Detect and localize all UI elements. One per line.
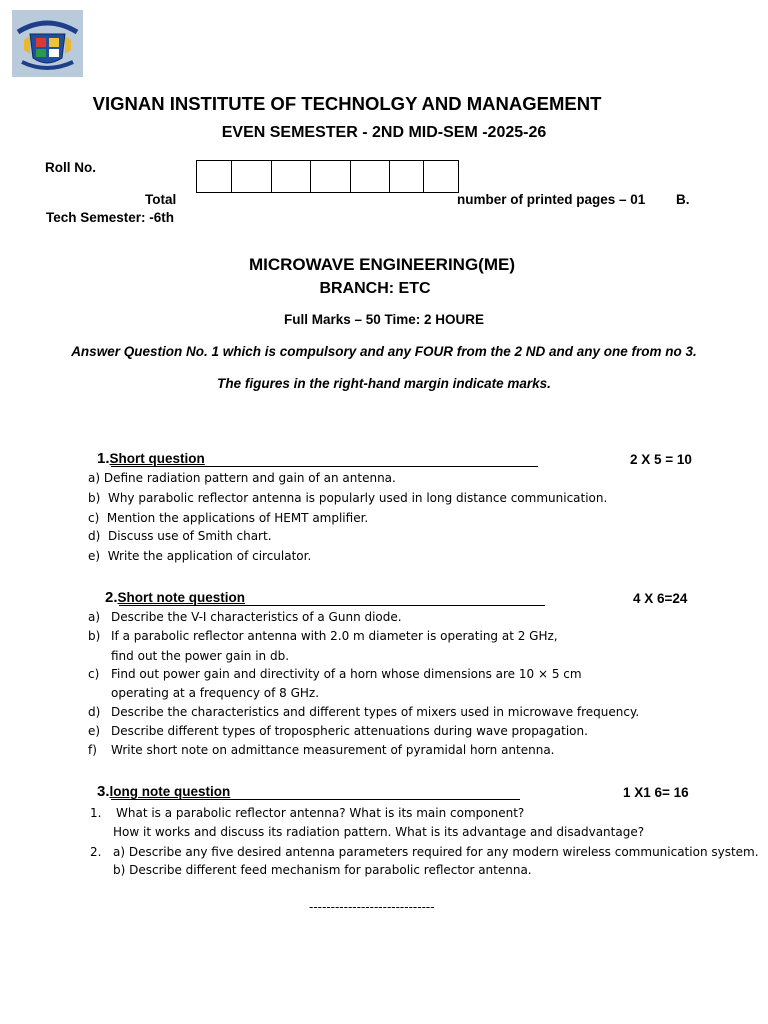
list-item: b) Describe different feed mechanism for parabolic reflector antenna. <box>113 863 532 877</box>
list-item: find out the power gain in db. <box>111 649 290 663</box>
list-item: b) If a parabolic reflector antenna with 2.0 m diameter is operating at 2 GHz, <box>88 629 558 643</box>
section-1-heading <box>97 450 538 468</box>
section-1-marks: 2 X 5 = 10 <box>630 452 692 467</box>
list-item: c) Find out power gain and directivity of a horn whose dimensions are 10 × 5 cm <box>88 667 582 681</box>
section-3-marks: 1 X1 6= 16 <box>623 785 689 800</box>
list-item: f) Write short note on admittance measurement of pyramidal horn antenna. <box>88 743 555 757</box>
list-item: How it works and discuss its radiation pattern. What is its advantage and disadvantage? <box>113 825 645 839</box>
b-label: B. <box>676 192 690 207</box>
branch-title: BRANCH: ETC <box>319 280 431 297</box>
instruction-marks: The figures in the right-hand margin indicate marks. <box>217 376 551 391</box>
institute-name: VIGNAN INSTITUTE OF TECHNOLGY AND MANAGEMENT <box>92 93 602 114</box>
total-label: Total <box>145 192 177 207</box>
list-item: d) Describe the characteristics and different types of mixers used in microwave frequency. <box>88 705 640 719</box>
list-item: e) Write the application of circulator. <box>88 549 312 563</box>
section-title: Short note question <box>117 590 246 605</box>
semester-title: EVEN SEMESTER - 2ND MID-SEM -2025-26 <box>221 124 547 141</box>
section-underline <box>111 466 538 467</box>
section-number: 2. <box>105 589 118 606</box>
section-title: Short question <box>109 451 205 466</box>
roll-label: Roll No. <box>45 160 96 175</box>
roll-box <box>197 161 232 192</box>
full-marks-time: Full Marks – 50 Time: 2 HOURE <box>283 312 485 327</box>
list-item: 2. a) Describe any five desired antenna parameters required for any modern wireless communication system. <box>90 845 759 859</box>
tech-semester: Tech Semester: -6th <box>46 210 175 225</box>
institute-logo <box>12 10 83 77</box>
section-underline <box>119 605 545 606</box>
roll-box <box>232 161 272 192</box>
roll-box <box>390 161 424 192</box>
list-item: a) Define radiation pattern and gain of an antenna. <box>88 471 396 485</box>
roll-box <box>424 161 459 192</box>
list-item: b) Why parabolic reflector antenna is popularly used in long distance communication. <box>88 491 608 505</box>
roll-number-boxes <box>196 160 459 193</box>
section-3-heading <box>97 783 520 801</box>
list-item: c) Mention the applications of HEMT amplifier. <box>88 511 369 525</box>
list-item: d) Discuss use of Smith chart. <box>88 529 272 543</box>
list-item: e) Describe different types of tropospheric attenuations during wave propagation. <box>88 724 588 738</box>
list-item: a) Describe the V-I characteristics of a Gunn diode. <box>88 610 402 624</box>
list-item: 1. What is a parabolic reflector antenna? What is its main component? <box>90 806 525 820</box>
roll-box <box>351 161 390 192</box>
subject-title: MICROWAVE ENGINEERING(ME) <box>248 255 516 274</box>
roll-box <box>272 161 311 192</box>
printed-pages: number of printed pages – 01 <box>457 192 646 207</box>
section-number: 1. <box>97 450 110 467</box>
section-2-marks: 4 X 6=24 <box>633 591 688 606</box>
roll-box <box>311 161 351 192</box>
instruction-compulsory: Answer Question No. 1 which is compulsory and any FOUR from the 2 ND and any one from no 3. <box>71 344 697 359</box>
section-2-heading <box>105 589 545 607</box>
list-item: operating at a frequency of 8 GHz. <box>111 686 320 700</box>
section-number: 3. <box>97 783 110 800</box>
section-title: long note question <box>109 784 231 799</box>
section-underline <box>111 799 520 800</box>
end-divider: ----------------------------- <box>309 900 435 914</box>
